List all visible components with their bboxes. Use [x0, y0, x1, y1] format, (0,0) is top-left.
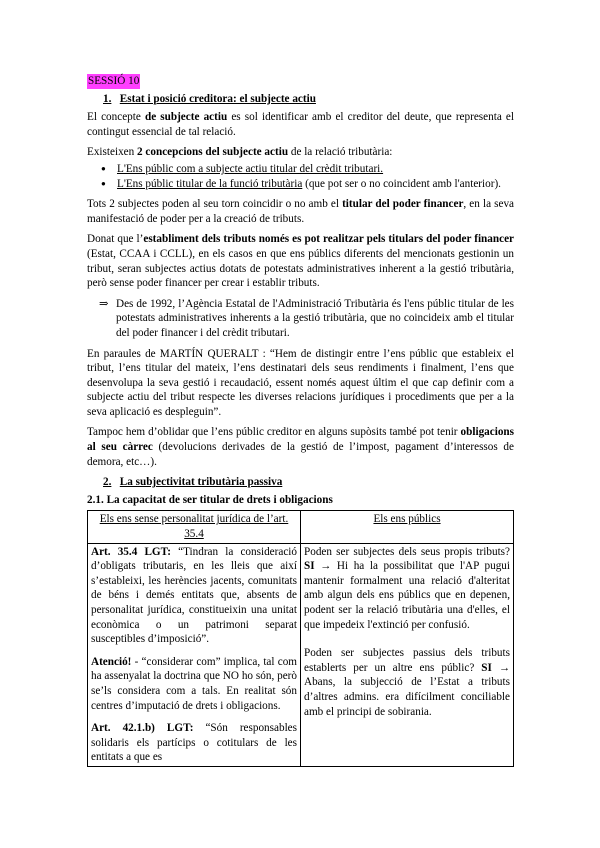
comparison-table [87, 510, 514, 767]
session-label: SESSIÓ 10 [88, 75, 140, 87]
paragraph-active-subject: El concepte de subjecte actiu es sol identificar amb el creditor del deute, que representa el contingut essencial de tal relació. [87, 111, 514, 138]
paragraph-two-conceptions: Existeixen 2 concepcions del subjecte actiu de la relació tributària: [87, 146, 393, 159]
section-1-heading [103, 92, 514, 107]
own-taxes-question: Poden ser subjectes dels seus propis tributs? SI → Hi ha la possibilitat que l'AP pugui mantenir formalment una relació d'alteritat amb algun dels ens públics que en depenen, podent ser la relació tributària una d'elles, el que impedeix l'extinció per confusió. [304, 545, 510, 631]
table-header-cell: Els ens públics [301, 511, 514, 543]
article-42-1-b: Art. 42.1.b) LGT: “Són responsables solidaris els partícips o cotitulars de les entitats a que es [91, 722, 297, 764]
paragraph-tax-establishment: Donat que l’establiment dels tributs només es pot realitzar pels titulars del poder financer (Estat, CCAA i CCLL), en els casos en que ens públics diferents del mencionats gestionin un tribut, seran subjectes actius dotats de potestats administratives inherent a la gestió tributària, però sense poder financer per crear i establir tributs. [87, 233, 514, 290]
conceptions-list [87, 162, 514, 191]
table-row [88, 543, 514, 766]
section-2-number: 2. [103, 476, 112, 489]
table-header-row [88, 511, 514, 543]
paragraph-aeat: ⇒ Des de 1992, l’Agència Estatal de l'Administració Tributària és l'ens públic titular de les potestats administratives inherents a la gestió tributària, que no coincideix amb el titular del poder financer i del crèdit tributari. [99, 297, 514, 339]
table-cell-left [88, 543, 301, 766]
article-35-4: Art. 35.4 LGT: “Tindran la consideració d’obligats tributaris, en les lleis que així s’estableixi, les herències jacents, comunitats de béns i demés entitats que, absents de personalitat jurídica, constitueixin una unitat econòmica o un patrimoni separat susceptibles d’imposició”. [91, 545, 298, 646]
section-2-title: La subjectivitat tributària passiva [119, 476, 283, 489]
attention-note: Atenció! - “considerar com” implica, tal com ha assenyalat la doctrina que NO ho són, però se’ls considera com a tals. En realitat són centres d’imputació de drets i obligacions. [91, 655, 297, 712]
arrow-icon: ⇒ [99, 297, 109, 310]
paragraph-creditor-obligations: Tampoc hem d’oblidar que l’ens públic creditor en alguns supòsits també pot tenir obligacions al seu càrrec (devolucions derivades de la gestió de l’impost, pagament d’interessos de demora, etc…). [87, 426, 514, 468]
table-header-cell: Els ens sense personalitat jurídica de l’art. 35.4 [88, 511, 301, 543]
table-cell-right [301, 543, 514, 766]
list-item: ● L'Ens públic com a subjecte actiu titular del crèdit tributari. [87, 162, 514, 177]
other-taxes-question: Poden ser subjectes passius dels tributs establerts per un altre ens públic? SI → Abans, la subjecció de l’Estat a tributs d’altres admins. era difícilment conciliable amb el principi de sobirania. [304, 647, 511, 718]
paragraph-martin-queralt-quote: En paraules de MARTÍN QUERALT : “Hem de distingir entre l’ens públic que estableix el tribut, l’ens titular del mateix, l’ens destinatari dels seus rendiments i finalment, l’ens que desenvolupa la seva gestió i recaudació, essent només aquest últim el que cap definir com a subjecte actiu del tribut respecte les diverses relacions jurídiques i procediments que per a la seva aplicació es despleguin”. [87, 347, 514, 418]
subsection-2-1-heading: 2.1. La capacitat de ser titular de drets i obligacions [87, 493, 333, 506]
section-1-number: 1. [103, 92, 112, 105]
section-2-heading [103, 475, 514, 490]
paragraph-financial-power: Tots 2 subjectes poden al seu torn coincidir o no amb el titular del poder financer, en la seva manifestació de poder per a la creació de tributs. [87, 198, 515, 225]
section-1-title: Estat i posició creditora: el subjecte actiu [119, 92, 316, 105]
list-item: ● L'Ens públic titular de la funció tributària (que pot ser o no coincident amb l'anterior). [87, 177, 514, 192]
document-page [87, 74, 514, 767]
